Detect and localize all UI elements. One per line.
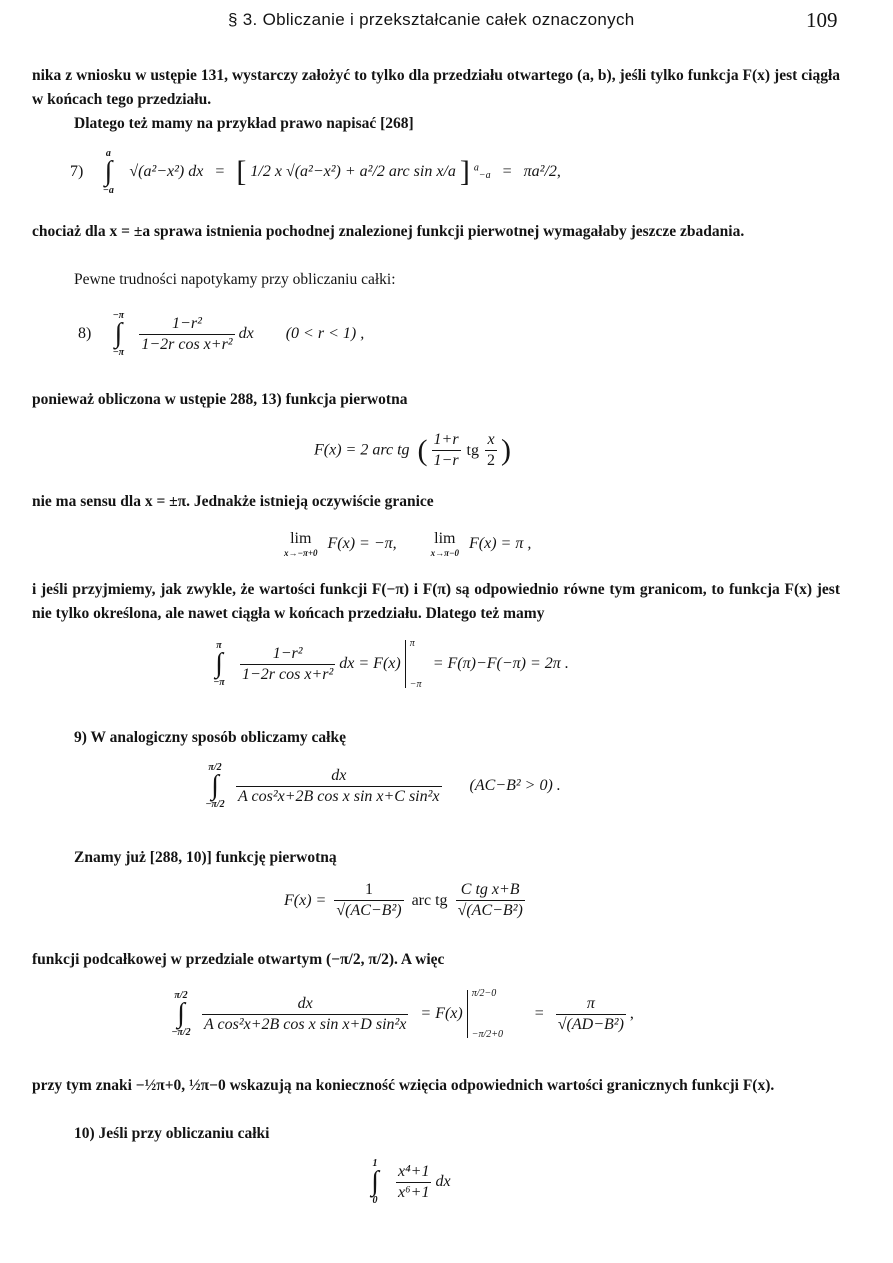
differential: dx	[435, 1173, 451, 1190]
formula-10	[364, 1158, 451, 1206]
lower-limit: −π	[112, 347, 125, 358]
paragraph-12: 10) Jeśli przy obliczaniu całki	[74, 1125, 270, 1142]
integrand: √(a²−x²) dx	[129, 163, 204, 180]
equals-sign: =	[215, 163, 225, 180]
section-title: § 3. Obliczanie i przekształcanie całek oznaczonych	[228, 10, 635, 29]
bracket-close: ]	[459, 155, 470, 188]
formula-primitive	[284, 880, 525, 921]
paragraph-3: chociaż dla x = ±a sprawa istnienia pochodnej znalezionej funkcji pierwotnej wymagałaby jeszcze zbadania.	[32, 223, 745, 240]
limit-right-value: F(x) = π ,	[469, 535, 532, 552]
lower-limit: −a	[102, 185, 114, 196]
antiderivative: 1/2 x √(a²−x²) + a²/2 arc sin x/a	[250, 163, 456, 180]
paragraph-10: funkcji podcałkowej w przedziale otwartym (−π/2, π/2). A więc	[32, 951, 445, 968]
fraction-x2	[485, 430, 497, 471]
limit-left: lim x→−π+0	[284, 530, 318, 558]
formula-limits	[284, 530, 531, 558]
lhs: F(x) =	[284, 891, 327, 909]
integral-sign: a ∫ −a	[97, 148, 119, 196]
paragraph-4: Pewne trudności napotykamy przy obliczaniu całki:	[74, 271, 396, 288]
paragraph-9: Znamy już [288, 10)] funkcję pierwotną	[74, 849, 337, 866]
middle: = F(x)	[420, 1005, 463, 1022]
limit-right: lim x→π−0	[430, 530, 460, 558]
integral-sign: π/2 ∫ −π/2	[205, 762, 225, 810]
integral-sign: π/2 ∫ −π/2	[171, 990, 191, 1038]
upper-limit: a	[105, 148, 111, 159]
equals-sign: =	[534, 1005, 544, 1022]
tg-word: tg	[466, 441, 479, 459]
numerator: x	[485, 430, 497, 451]
formula-evaluated	[208, 640, 569, 688]
formula-label: 7)	[70, 163, 84, 180]
limit-left-value: F(x) = −π,	[327, 535, 397, 552]
denominator: 1−r	[433, 452, 459, 469]
formula-8	[78, 310, 364, 358]
middle: dx = F(x)	[339, 655, 401, 672]
paragraph-1: nika z wniosku w ustępie 131, wystarczy założyć to tylko dla przedziału otwartego (a, b), jeśli tylko funkcja F(x) jest ciągła w końcach tego przedziału.	[32, 67, 840, 108]
result: πa²/2	[523, 163, 557, 180]
fraction: $\frac{dx}{\text{A cos²x+2B cos x sin x+C sin²x}}$	[238, 766, 440, 805]
paragraph-2: Dlatego też mamy na przykład prawo napisać [268]	[74, 115, 414, 132]
lhs: F(x) = 2 arc tg	[314, 441, 410, 459]
condition: (AC−B² > 0) .	[469, 777, 561, 794]
arctg-word: arc tg	[411, 891, 448, 909]
fraction: $\frac{\text{1−r²}}{\text{1−2r cos x+r²}}$	[242, 644, 334, 683]
paragraph-8: 9) W analogiczny sposób obliczamy całkę	[74, 729, 346, 746]
paragraph-6: nie ma sensu dla x = ±π. Jednakże istnieją oczywiście granice	[32, 493, 434, 510]
fraction-result: $\frac{\pi}{\text{√(AD−B²)}}$	[557, 994, 624, 1033]
formula-result: π/2 ∫ −π/2 $\frac{dx}{\text{A cos²x+2B cos x sin x+D sin²x}}$ = F(x) π/2−0 −π/2+0 = $\frac{\pi}{\text{√(AD−B²)}}$ ,	[171, 988, 634, 1040]
differential: dx	[238, 325, 254, 342]
equals-sign-2: =	[502, 163, 512, 180]
integral-sign: π ∫ −π	[213, 640, 225, 688]
condition: (0 < r < 1) ,	[285, 325, 365, 342]
bracket-open: [	[236, 155, 247, 188]
numerator: 1−r²	[139, 314, 234, 335]
eval-limits: $^a_{-a}$	[473, 162, 491, 182]
denominator: 1−2r cos x+r²	[141, 335, 233, 353]
formula-7: 7) a ∫ −a √(a²−x²) dx = [ 1/2 x √(a²−x²) + a²/2 arc sin x/a ] $^a_{-a}$ = πa²/2,	[70, 148, 561, 196]
paragraph-11: przy tym znaki −½π+0, ½π−0 wskazują na konieczność wzięcia odpowiednich wartości granicznych funkcji F(x).	[32, 1077, 775, 1094]
fraction: $\frac{\text{x⁴+1}}{\text{x⁶+1}}$	[398, 1162, 430, 1201]
denominator: 2	[487, 452, 495, 469]
fraction	[432, 430, 461, 471]
running-head	[0, 8, 893, 34]
fraction-2: $\frac{\text{C tg x+B}}{\text{√(AC−B²)}}$	[457, 881, 523, 919]
fraction	[139, 314, 234, 355]
formula-label: 8)	[78, 325, 92, 342]
fraction: $\frac{dx}{\text{A cos²x+2B cos x sin x+D sin²x}}$	[204, 994, 407, 1033]
rhs: = F(π)−F(−π) = 2π .	[432, 655, 569, 672]
numerator: 1+r	[432, 430, 461, 451]
formula-antiderivative: F(x) = 2 arc tg ( $\frac{1+r}{1-r}$ tg $\frac{x}{2}$ )	[314, 431, 511, 469]
fraction-1: $\frac{1}{\text{√(AC−B²)}}$	[336, 881, 402, 919]
formula-9	[204, 762, 561, 810]
evaluation-bar: π/2−0 −π/2+0	[467, 990, 523, 1038]
integral-sign: −π ∫ −π	[107, 310, 129, 358]
paragraph-5: ponieważ obliczona w ustępie 288, 13) funkcja pierwotna	[32, 391, 408, 408]
evaluation-bar: π −π	[405, 640, 455, 688]
page-number: 109	[806, 8, 838, 32]
upper-limit: −π	[112, 310, 125, 321]
integral-sign: 1 ∫ 0	[371, 1158, 379, 1206]
paragraph-7: i jeśli przyjmiemy, jak zwykle, że wartości funkcji F(−π) i F(π) są odpowiednio równe tym granicom, to funkcja F(x) jest nie tylko określona, ale nawet ciągła w końcach przedziału. Dlatego też mamy	[32, 581, 840, 622]
